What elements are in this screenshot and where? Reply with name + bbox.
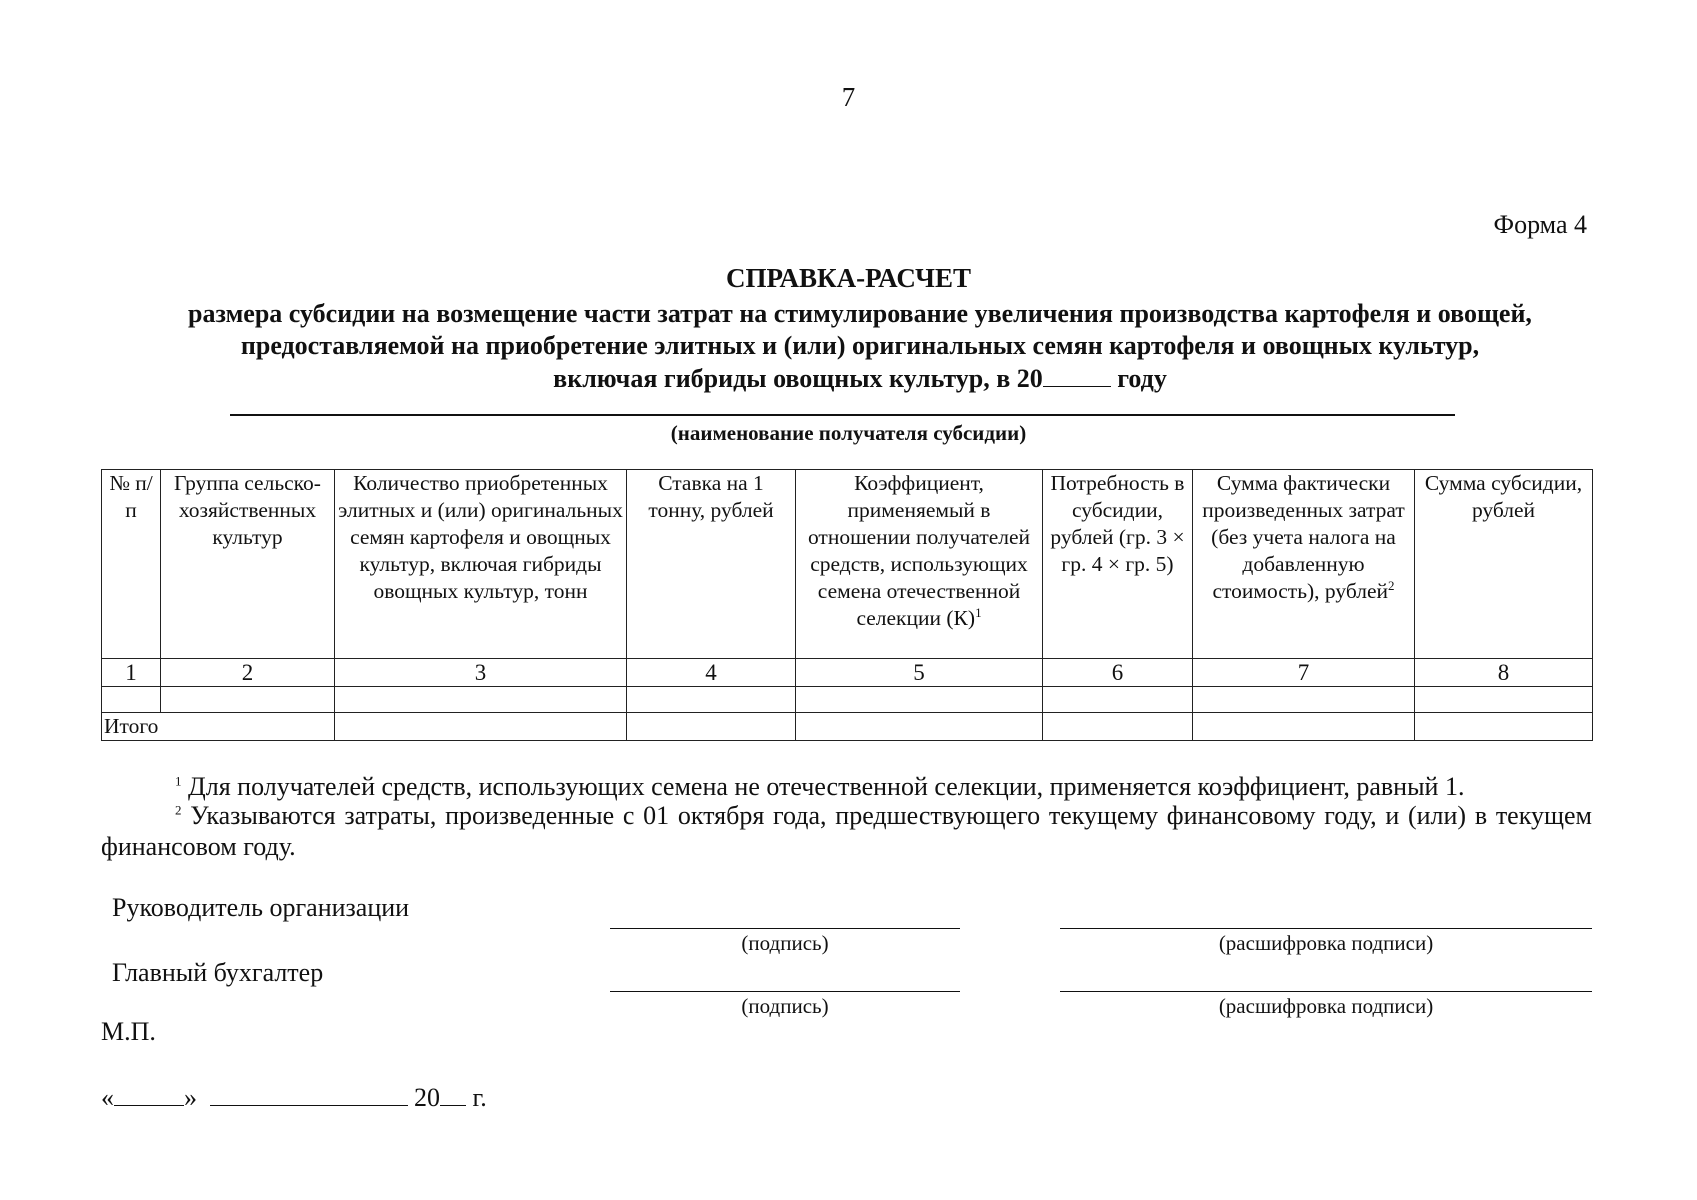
stamp-placeholder: М.П. (101, 1017, 156, 1046)
table-cell (335, 687, 627, 713)
header-cell-crop-group: Группа сельско-хозяйственных культур (161, 470, 335, 659)
footnote-2 (101, 800, 1592, 862)
total-row (102, 713, 1593, 741)
table-cell (627, 713, 796, 741)
table-cell (1043, 713, 1193, 741)
date-open-quote: « (101, 1083, 114, 1112)
date-year-suffix: г. (472, 1083, 487, 1112)
page-number: 7 (841, 82, 856, 112)
column-number: 7 (1193, 659, 1415, 687)
accountant-decode-line (1060, 991, 1592, 992)
year-blank (440, 1081, 466, 1106)
total-label: Итого (102, 713, 335, 741)
accountant-decode-caption: (расшифровка подписи) (1218, 994, 1434, 1018)
footnote-1-mark: 1 (175, 773, 182, 789)
table-header-row (102, 470, 1593, 659)
header-cell-number: № п/п (102, 470, 161, 659)
table-cell (335, 713, 627, 741)
head-decode-caption: (расшифровка подписи) (1218, 931, 1434, 955)
column-number: 4 (627, 659, 796, 687)
recipient-caption: (наименование получателя субсидии) (670, 421, 1027, 445)
header-cell-coefficient (796, 470, 1043, 659)
column-number: 8 (1415, 659, 1593, 687)
subtitle-line-3 (80, 362, 1640, 395)
footnote-2-mark: 2 (175, 802, 182, 818)
date-close-quote: » (184, 1083, 197, 1112)
recipient-name-line (230, 414, 1455, 416)
subtitle-line-3-suffix: году (1117, 364, 1167, 393)
header-cell-subsidy-amount: Сумма субсидии, рублей (1415, 470, 1593, 659)
footnote-1 (175, 772, 1464, 802)
document-subtitle (80, 298, 1640, 395)
column-number: 5 (796, 659, 1043, 687)
table-cell (796, 687, 1043, 713)
subtitle-line-2: предоставляемой на приобретение элитных и (или) оригинальных семян картофеля и овощных культур, (240, 331, 1480, 360)
header-cell-rate: Ставка на 1 тонну, рублей (627, 470, 796, 659)
month-blank (210, 1081, 408, 1106)
table-cell (627, 687, 796, 713)
head-of-organization-label: Руководитель организации (112, 893, 410, 922)
column-number: 2 (161, 659, 335, 687)
table-cell (102, 687, 161, 713)
table-row (102, 687, 1593, 713)
form-label: Форма 4 (1493, 210, 1587, 239)
footnote-ref-1: 1 (975, 604, 982, 620)
accountant-signature-caption: (подпись) (741, 994, 829, 1018)
day-blank (114, 1081, 184, 1106)
head-signature-line (610, 928, 960, 929)
year-blank (1043, 362, 1111, 387)
footnote-2-text: Указываются затраты, произведенные с 01 октября года, предшествующего текущему финансовому году, и (или) в текущем финансовом году. (101, 801, 1593, 861)
head-signature-caption: (подпись) (741, 931, 829, 955)
table-cell (1193, 713, 1415, 741)
footnote-ref-2: 2 (1388, 577, 1395, 593)
table-cell (161, 687, 335, 713)
date-line (101, 1081, 487, 1113)
header-cell-actual-costs (1193, 470, 1415, 659)
header-cell-need: Потребность в субсидии, рублей (гр. 3 × гр. 4 × гр. 5) (1043, 470, 1193, 659)
subtitle-line-3-prefix: включая гибриды овощных культур, в 20 (553, 364, 1043, 393)
column-number: 1 (102, 659, 161, 687)
chief-accountant-label: Главный бухгалтер (112, 958, 324, 987)
column-number: 6 (1043, 659, 1193, 687)
table-cell (1043, 687, 1193, 713)
header-cell-coefficient-text: Коэффициент, применяемый в отношении получателей средств, использующих семена отечественной селекции (К) (807, 471, 1031, 630)
document-title: СПРАВКА-РАСЧЕТ (726, 263, 971, 293)
footnote-1-text: Для получателей средств, использующих семена не отечественной селекции, применяется коэффициент, равный 1. (188, 772, 1465, 801)
subtitle-line-1: размера субсидии на возмещение части затрат на стимулирование увеличения производства картофеля и овощей, (188, 299, 1532, 328)
head-decode-line (1060, 928, 1592, 929)
header-cell-actual-costs-text: Сумма фактически произведенных затрат (без учета налога на добавленную стоимость), рублей (1202, 471, 1405, 603)
table-cell (1415, 713, 1593, 741)
table-cell (796, 713, 1043, 741)
date-century: 20 (414, 1083, 440, 1112)
header-cell-quantity: Количество приобретенных элитных и (или) оригинальных семян картофеля и овощных культур, включая гибриды овощных культур, тонн (335, 470, 627, 659)
column-number: 3 (335, 659, 627, 687)
table-cell (1193, 687, 1415, 713)
calculation-table (101, 469, 1593, 741)
table-cell (1415, 687, 1593, 713)
accountant-signature-line (610, 991, 960, 992)
column-number-row (102, 659, 1593, 687)
